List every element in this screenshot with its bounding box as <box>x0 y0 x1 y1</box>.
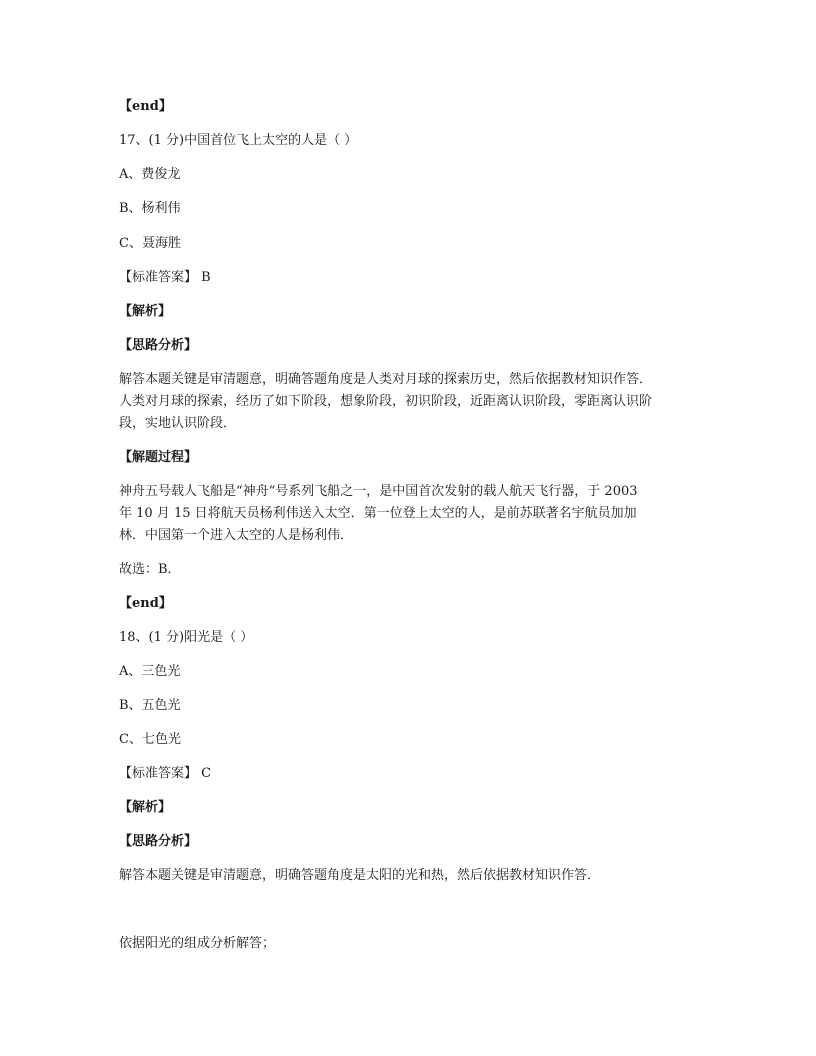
end-marker: 【end】 <box>119 596 172 611</box>
q18-standard-answer: 【标准答案】 C <box>119 766 212 781</box>
q17-option-c: C、聂海胜 <box>119 236 181 251</box>
q18-option-b: B、五色光 <box>119 698 181 713</box>
q17-process-heading: 【解题过程】 <box>119 450 198 465</box>
q17-conclusion: 故选：B． <box>119 562 181 577</box>
q17-standard-answer: 【标准答案】 B <box>119 270 211 285</box>
q17-jiexi-heading: 【解析】 <box>119 304 172 319</box>
q17-option-a: A、费俊龙 <box>119 167 181 182</box>
q18-jiexi-heading: 【解析】 <box>119 800 172 815</box>
q17-analysis-line: 段，实地认识阶段． <box>119 416 237 431</box>
q17-analysis-line: 解答本题关键是审清题意，明确答题角度是人类对月球的探索历史，然后依据教材知识作答． <box>119 372 653 387</box>
q17-process-line: 年 10 月 15 日将航天员杨利伟送入太空．第一位登上太空的人，是前苏联著名宇航员加加 <box>119 506 637 521</box>
q18-option-a: A、三色光 <box>119 664 181 679</box>
question-18-stem: 18、(1 分)阳光是（ ） <box>119 630 254 645</box>
q18-option-c: C、七色光 <box>119 732 181 747</box>
q18-analysis-line: 解答本题关键是审清题意，明确答题角度是太阳的光和热，然后依据教材知识作答． <box>119 868 601 883</box>
q17-silu-heading: 【思路分析】 <box>119 338 198 353</box>
q17-process-line: 神舟五号载人飞船是“神舟“号系列飞船之一，是中国首次发射的载人航天飞行器，于 2003 <box>119 484 638 499</box>
q17-analysis-line: 人类对月球的探索，经历了如下阶段，想象阶段，初识阶段，近距离认识阶段，零距离认识阶 <box>119 394 653 409</box>
end-marker: 【end】 <box>119 99 172 114</box>
q18-silu-heading: 【思路分析】 <box>119 834 198 849</box>
q17-process-line: 林．中国第一个进入太空的人是杨利伟． <box>119 528 354 543</box>
question-17-stem: 17、(1 分)中国首位飞上太空的人是（ ） <box>119 133 358 148</box>
q17-option-b: B、杨利伟 <box>119 201 181 216</box>
q18-analysis-line: 依据阳光的组成分析解答； <box>119 936 276 951</box>
